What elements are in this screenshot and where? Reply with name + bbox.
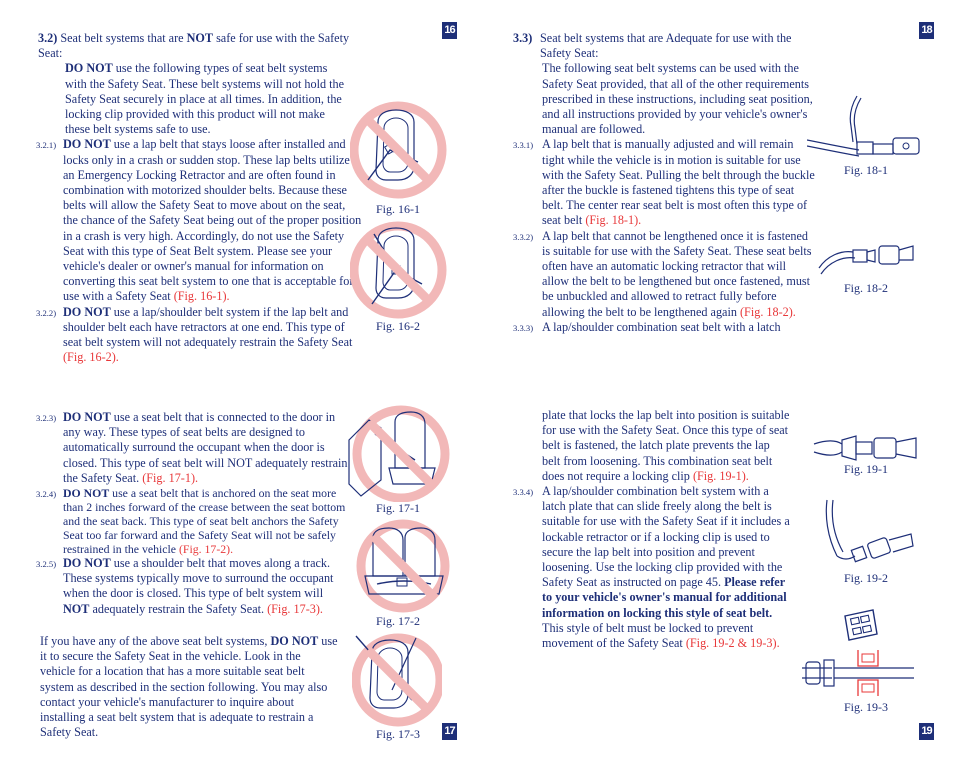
heading-text: Seat belt systems that are [60, 31, 184, 45]
fig-19-3-illustration [802, 646, 917, 701]
paragraph-text: use it to secure the Safety Seat in the vehicle. Look in the vehicle for a location that has a more suitable seat belt system as described in the section following. You may also contact your vehicle's manufacturer to inquire about installing a seat belt system that is adequate to restrain a Safety Seat. [40, 634, 338, 740]
paragraph-text: use a seat belt that is connected to the door in any way. These types of seat belts are designed to automatically surround the occupant when the door is closed. This type of seat belt will NOT adequately restrain the Safety Seat. [63, 410, 348, 485]
item-number: 3.3.3) [513, 322, 534, 333]
section-3-2-text [38, 31, 368, 365]
item-number: 3.2.2) [36, 307, 57, 318]
fig-19-3-caption: Fig. 19-3 [844, 700, 889, 714]
figure-reference: (Fig. 19-2 & 19-3). [685, 636, 780, 651]
item-3-2-3 [36, 410, 353, 486]
paragraph-text: use a lap/shoulder belt system if the lap belt and shoulder belt each have retractors at one end. This type of seat belt system will not adequately restrain the Safety Seat [63, 304, 353, 350]
page-16 [0, 0, 477, 380]
emphasis: NOT [186, 31, 214, 45]
paragraph-text: If you have any of the above seat belt systems, [40, 634, 268, 648]
emphasis: DO NOT [63, 304, 111, 319]
page-17 [0, 380, 477, 759]
paragraph-text: The following seat belt systems can be used with the Safety Seat provided, that all of the other requirements prescribed in these instructions, including seat position, and all instructions provided by your vehicle's owner's manual are followed. [542, 61, 813, 137]
section-3-3-continued [513, 408, 813, 651]
section-3-3-heading [513, 31, 813, 61]
paragraph-text: This style of belt must be locked to prevent movement of the Safety Seat [542, 620, 754, 651]
emphasis: DO NOT [63, 556, 111, 571]
item-number: 3.3.2) [513, 231, 534, 242]
emphasis: DO NOT [270, 634, 319, 648]
fig-16-1-illustration [350, 100, 450, 200]
figure-reference: (Fig. 16-2). [63, 350, 119, 365]
figure-reference: (Fig. 17-1). [142, 470, 199, 485]
fig-19-2-caption: Fig. 19-2 [844, 571, 889, 585]
emphasis: DO NOT [63, 486, 110, 501]
fig-16-2-illustration [350, 220, 450, 320]
paragraph-text: A lap belt that cannot be lengthened once it is fastened is suitable for use with the Safety Seat. These seat belts often have an automatic locking retractor that will allow the belt to be lengthened but once fastened, must be unbuckled and allowed to retract fully before allowing the belt to be lengthened again [542, 228, 812, 319]
fig-18-2-illustration [817, 238, 917, 278]
item-3-3-3-continued [513, 408, 790, 484]
page-19 [477, 380, 954, 759]
fig-17-1-caption: Fig. 17-1 [376, 501, 421, 515]
item-number: 3.2.4) [36, 489, 57, 500]
figure-reference: (Fig. 19-1). [692, 468, 749, 483]
fig-17-1-illustration [345, 404, 450, 502]
page-number-17: 17 [442, 723, 457, 740]
fig-18-1-caption: Fig. 18-1 [844, 163, 889, 177]
fig-18-2-caption: Fig. 18-2 [844, 281, 889, 295]
section-3-3-text [513, 31, 813, 335]
heading-text: safe for use with the Safety Seat: [38, 31, 350, 61]
figure-reference: (Fig. 17-2). [178, 542, 234, 557]
emphasis: DO NOT [65, 61, 113, 76]
section-3-3-intro [513, 61, 815, 137]
emphasis: NOT [63, 601, 90, 616]
item-3-2-2 [36, 305, 363, 366]
section-number: 3.2) [38, 31, 58, 45]
fig-19-1-caption: Fig. 19-1 [844, 462, 889, 476]
paragraph-text: adequately restrain the Safety Seat. [92, 601, 265, 616]
figure-reference: (Fig. 17-3). [267, 601, 323, 616]
closing-text [40, 634, 338, 740]
page-number-18: 18 [919, 22, 934, 39]
item-3-3-2 [513, 229, 815, 320]
figure-reference: (Fig. 18-1). [585, 213, 642, 228]
item-3-3-1 [513, 137, 815, 228]
page-number-16: 16 [442, 22, 457, 39]
section-number: 3.3) [513, 31, 533, 45]
item-number: 3.3.4) [513, 487, 534, 498]
paragraph-text: A lap/shoulder combination belt system with a latch plate that can slide freely along the belt is suitable for use with the Safety Seat if it includes a lockable retractor or if a locking clip is used to secure the lap belt into position and prevent loosening. Use the locking clip provided with the Safety Seat as instructed on page 45. [542, 484, 790, 590]
item-3-3-4 [513, 484, 790, 651]
emphasis: DO NOT [63, 410, 111, 424]
fig-17-2-illustration [355, 518, 450, 613]
item-number: 3.2.5) [36, 559, 57, 570]
figure-reference: (Fig. 18-2). [740, 304, 796, 319]
locking-clip-illustration [841, 608, 881, 642]
paragraph-text: use the following types of seat belt systems with the Safety Seat. These belt systems will not hold the Safety Seat securely in place at all times. In addition, the locking clip provided with this product will not make these belt systems safe to use. [65, 61, 345, 137]
paragraph-text: use a seat belt that is anchored on the seat more than 2 inches forward of the crease between the seat bottom and the seat back. This type of seat belt anchors the Safety Seat too far forward and the Safety Seat will not be safely restrained in the vehicle [63, 486, 346, 557]
paragraph-text: A lap belt that is manually adjusted and will remain tight while the vehicle is in motion is suitable for use with the Safety Seat. Pulling the belt through the buckle after the buckle is fastened tightens this type of seat belt. The center rear seat belt is most often this type of seat belt [542, 137, 815, 228]
paragraph-text: plate that locks the lap belt into position is suitable for use with the Safety Seat. Once this type of seat belt is fastened, the latch plate prevents the lap belt from loosening. This combination seat belt does not require a locking clip [542, 408, 790, 483]
fig-16-2-caption: Fig. 16-2 [376, 319, 421, 333]
fig-17-3-caption: Fig. 17-3 [376, 727, 421, 741]
paragraph-text: use a lap belt that stays loose after installed and locks only in a crash or sudden stop. These lap belts utilize an Emergency Locking Retractor and are often found in combination with motorized shoulder belts. Because these belts will allow the Safety Seat to move about on the seat, the chance of the Safety Seat being out of the proper position in a crash is very high. Accordingly, do not use the Safety Seat with this type of Seat Belt system. Please see your vehicle's dealer or owner's manual for information on converting this seat belt system to one that is acceptable for use with a Safety Seat [63, 137, 362, 304]
item-number: 3.3.1) [513, 140, 534, 151]
section-3-2-intro [38, 61, 345, 137]
closing-paragraph [40, 634, 338, 740]
section-3-2-heading [38, 31, 368, 61]
fig-18-1-illustration [807, 92, 922, 162]
paragraph-text: use a shoulder belt that moves along a track. These systems typically move to surround the occupant when the door is closed. This type of belt system will [63, 556, 334, 601]
item-3-2-1 [36, 137, 363, 304]
section-3-2-continued [36, 410, 356, 617]
item-3-2-4 [36, 486, 353, 556]
item-number: 3.2.1) [36, 140, 57, 151]
emphasis: DO NOT [63, 137, 111, 152]
figure-reference: (Fig. 16-1). [173, 289, 230, 304]
item-3-2-5 [36, 556, 348, 617]
item-number: 3.2.3) [36, 413, 57, 423]
page-number-19: 19 [919, 723, 934, 740]
fig-19-1-illustration [812, 432, 922, 464]
fig-17-3-illustration [352, 632, 442, 727]
heading-text: Seat belt systems that are Adequate for use with the Safety Seat: [540, 31, 792, 61]
paragraph-text: A lap/shoulder combination seat belt with a latch [542, 319, 781, 334]
page-18 [477, 0, 954, 380]
fig-16-1-caption: Fig. 16-1 [376, 202, 421, 216]
fig-19-2-illustration [817, 496, 917, 571]
emphasis: Please refer to your vehicle's owner's manual for additional information on locking this style of seat belt. [542, 575, 787, 620]
fig-17-2-caption: Fig. 17-2 [376, 614, 421, 628]
item-3-3-3 [513, 320, 832, 335]
